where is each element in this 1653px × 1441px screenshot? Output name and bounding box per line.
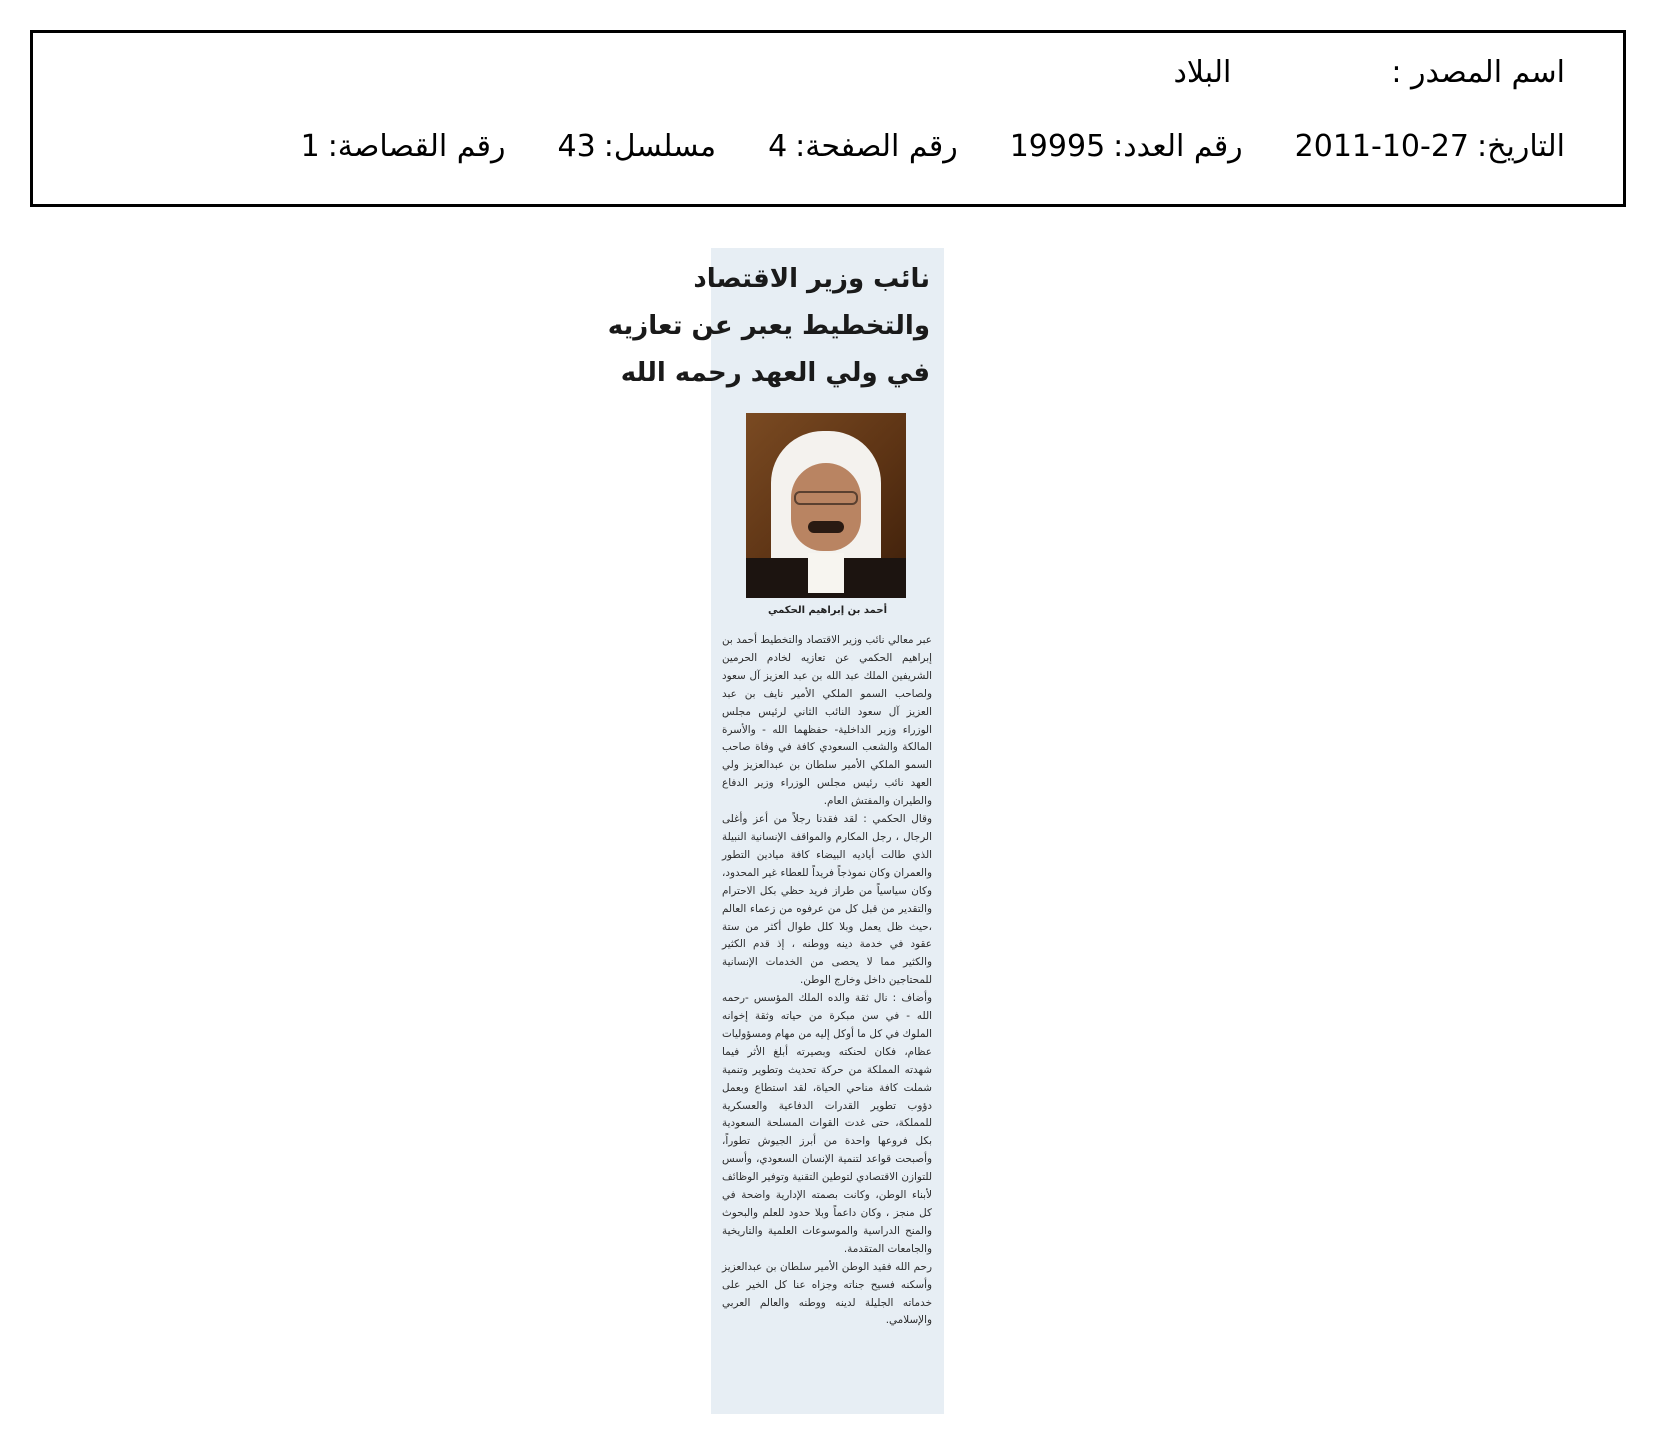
date-field — [1295, 129, 1565, 165]
source-value: البلاد — [1173, 55, 1232, 90]
article-body — [722, 632, 932, 1330]
glasses-shape — [794, 491, 858, 505]
issue-value: 19995 — [1009, 129, 1106, 164]
page-value: 4 — [768, 129, 788, 164]
serial-value: 43 — [557, 129, 596, 164]
portrait-photo — [746, 413, 906, 593]
date-value: 2011-10-27 — [1294, 129, 1470, 164]
source-row — [1174, 55, 1565, 91]
source-label: اسم المصدر : — [1391, 55, 1565, 90]
collar-shape — [808, 553, 844, 593]
details-row — [301, 129, 1565, 165]
clip-value: 1 — [300, 129, 320, 164]
article-paragraph: رحم الله فقيد الوطن الأمير سلطان بن عبدالعزيز وأسكنه فسيح جناته وجزاه عنا كل الخير على خدماته الجليلة لدينه ووطنه والعالم العربي والإسلامي. — [722, 1260, 932, 1327]
clip-field — [301, 129, 506, 165]
source-info-box — [30, 30, 1626, 207]
headline-line-3: في ولي العهد رحمه الله — [620, 358, 930, 388]
date-label: التاريخ: — [1477, 129, 1565, 164]
page-label: رقم الصفحة: — [795, 129, 958, 164]
moustache-shape — [808, 521, 844, 533]
article-paragraph: وأضاف : نال ثقة والده الملك المؤسس -رحمه الله - في سن مبكرة من حياته وثقة إخوانه الملوك في كل ما أوكل إليه من مهام ومسؤوليات عظام، فكان لحنكته وبصيرته أبلغ الأثر فيما شهدته المملكة من حركة تحديث وتطوير وتنمية شملت كافة مناحي الحياة، لقد استطاع وبعمل دؤوب تطوير القدرات الدفاعية والعسكرية للمملكة، حتى غدت القوات المسلحة السعودية بكل فروعها واحدة من أبرز الجيوش تطوراً، وأصبحت قواعد لتنمية الإنسان السعودي، وأسس للتوازن الاقتصادي لتوطين التقنية وتوفير الوظائف لأبناء الوطن، وكانت بصمته الإدارية واضحة في كل منجز ، وكان داعماً وبلا حدود للعلم والبحوث والمنح الدراسية والموسوعات العلمية والتاريخية والجامعات المتقدمة. — [722, 992, 932, 1255]
newspaper-clipping — [607, 248, 944, 1414]
serial-label: مسلسل: — [603, 129, 717, 164]
article-headline — [607, 256, 930, 397]
face-shape — [791, 463, 861, 551]
article-paragraph: عبر معالي نائب وزير الاقتصاد والتخطيط أحمد بن إبراهيم الحكمي عن تعازيه لخادم الحرمين الشريفين الملك عبد الله بن عبد العزيز آل سعود ولصاحب السمو الملكي الأمير نايف بن عبد العزيز آل سعود النائب الثاني لرئيس مجلس الوزراء وزير الداخلية- حفظهما الله - والأسرة المالكة والشعب السعودي كافة في وفاة صاحب السمو الملكي الأمير سلطان بن عبدالعزيز ولي العهد نائب رئيس مجلس الوزراء وزير الدفاع والطيران والمفتش العام. — [722, 634, 932, 808]
serial-field — [558, 129, 717, 165]
photo-caption: أحمد بن إبراهيم الحكمي — [767, 605, 888, 616]
headline-line-2: والتخطيط يعبر عن تعازيه — [607, 311, 930, 341]
page-field — [768, 129, 958, 165]
issue-field — [1010, 129, 1243, 165]
clip-label: رقم القصاصة: — [327, 129, 506, 164]
article-paragraph: وقال الحكمي : لقد فقدنا رجلاً من أعز وأغلى الرجال ، رجل المكارم والمواقف الإنسانية النبيلة الذي طالت أياديه البيضاء كافة ميادين التطور والعمران وكان نموذجاً فريداً للعطاء غير المحدود، وكان سياسياً من طراز فريد حظي بكل الاحترام والتقدير من قبل كل من عرفوه من زعماء العالم ،حيث ظل يعمل وبلا كلل طوال أكثر من ستة عقود في خدمة دينه ووطنه ، إذ قدم الكثير والكثير مما لا يحصى من الخدمات الإنسانية للمحتاجين داخل وخارج الوطن. — [722, 813, 932, 987]
issue-label: رقم العدد: — [1113, 129, 1243, 164]
headline-line-1: نائب وزير الاقتصاد — [693, 264, 930, 294]
